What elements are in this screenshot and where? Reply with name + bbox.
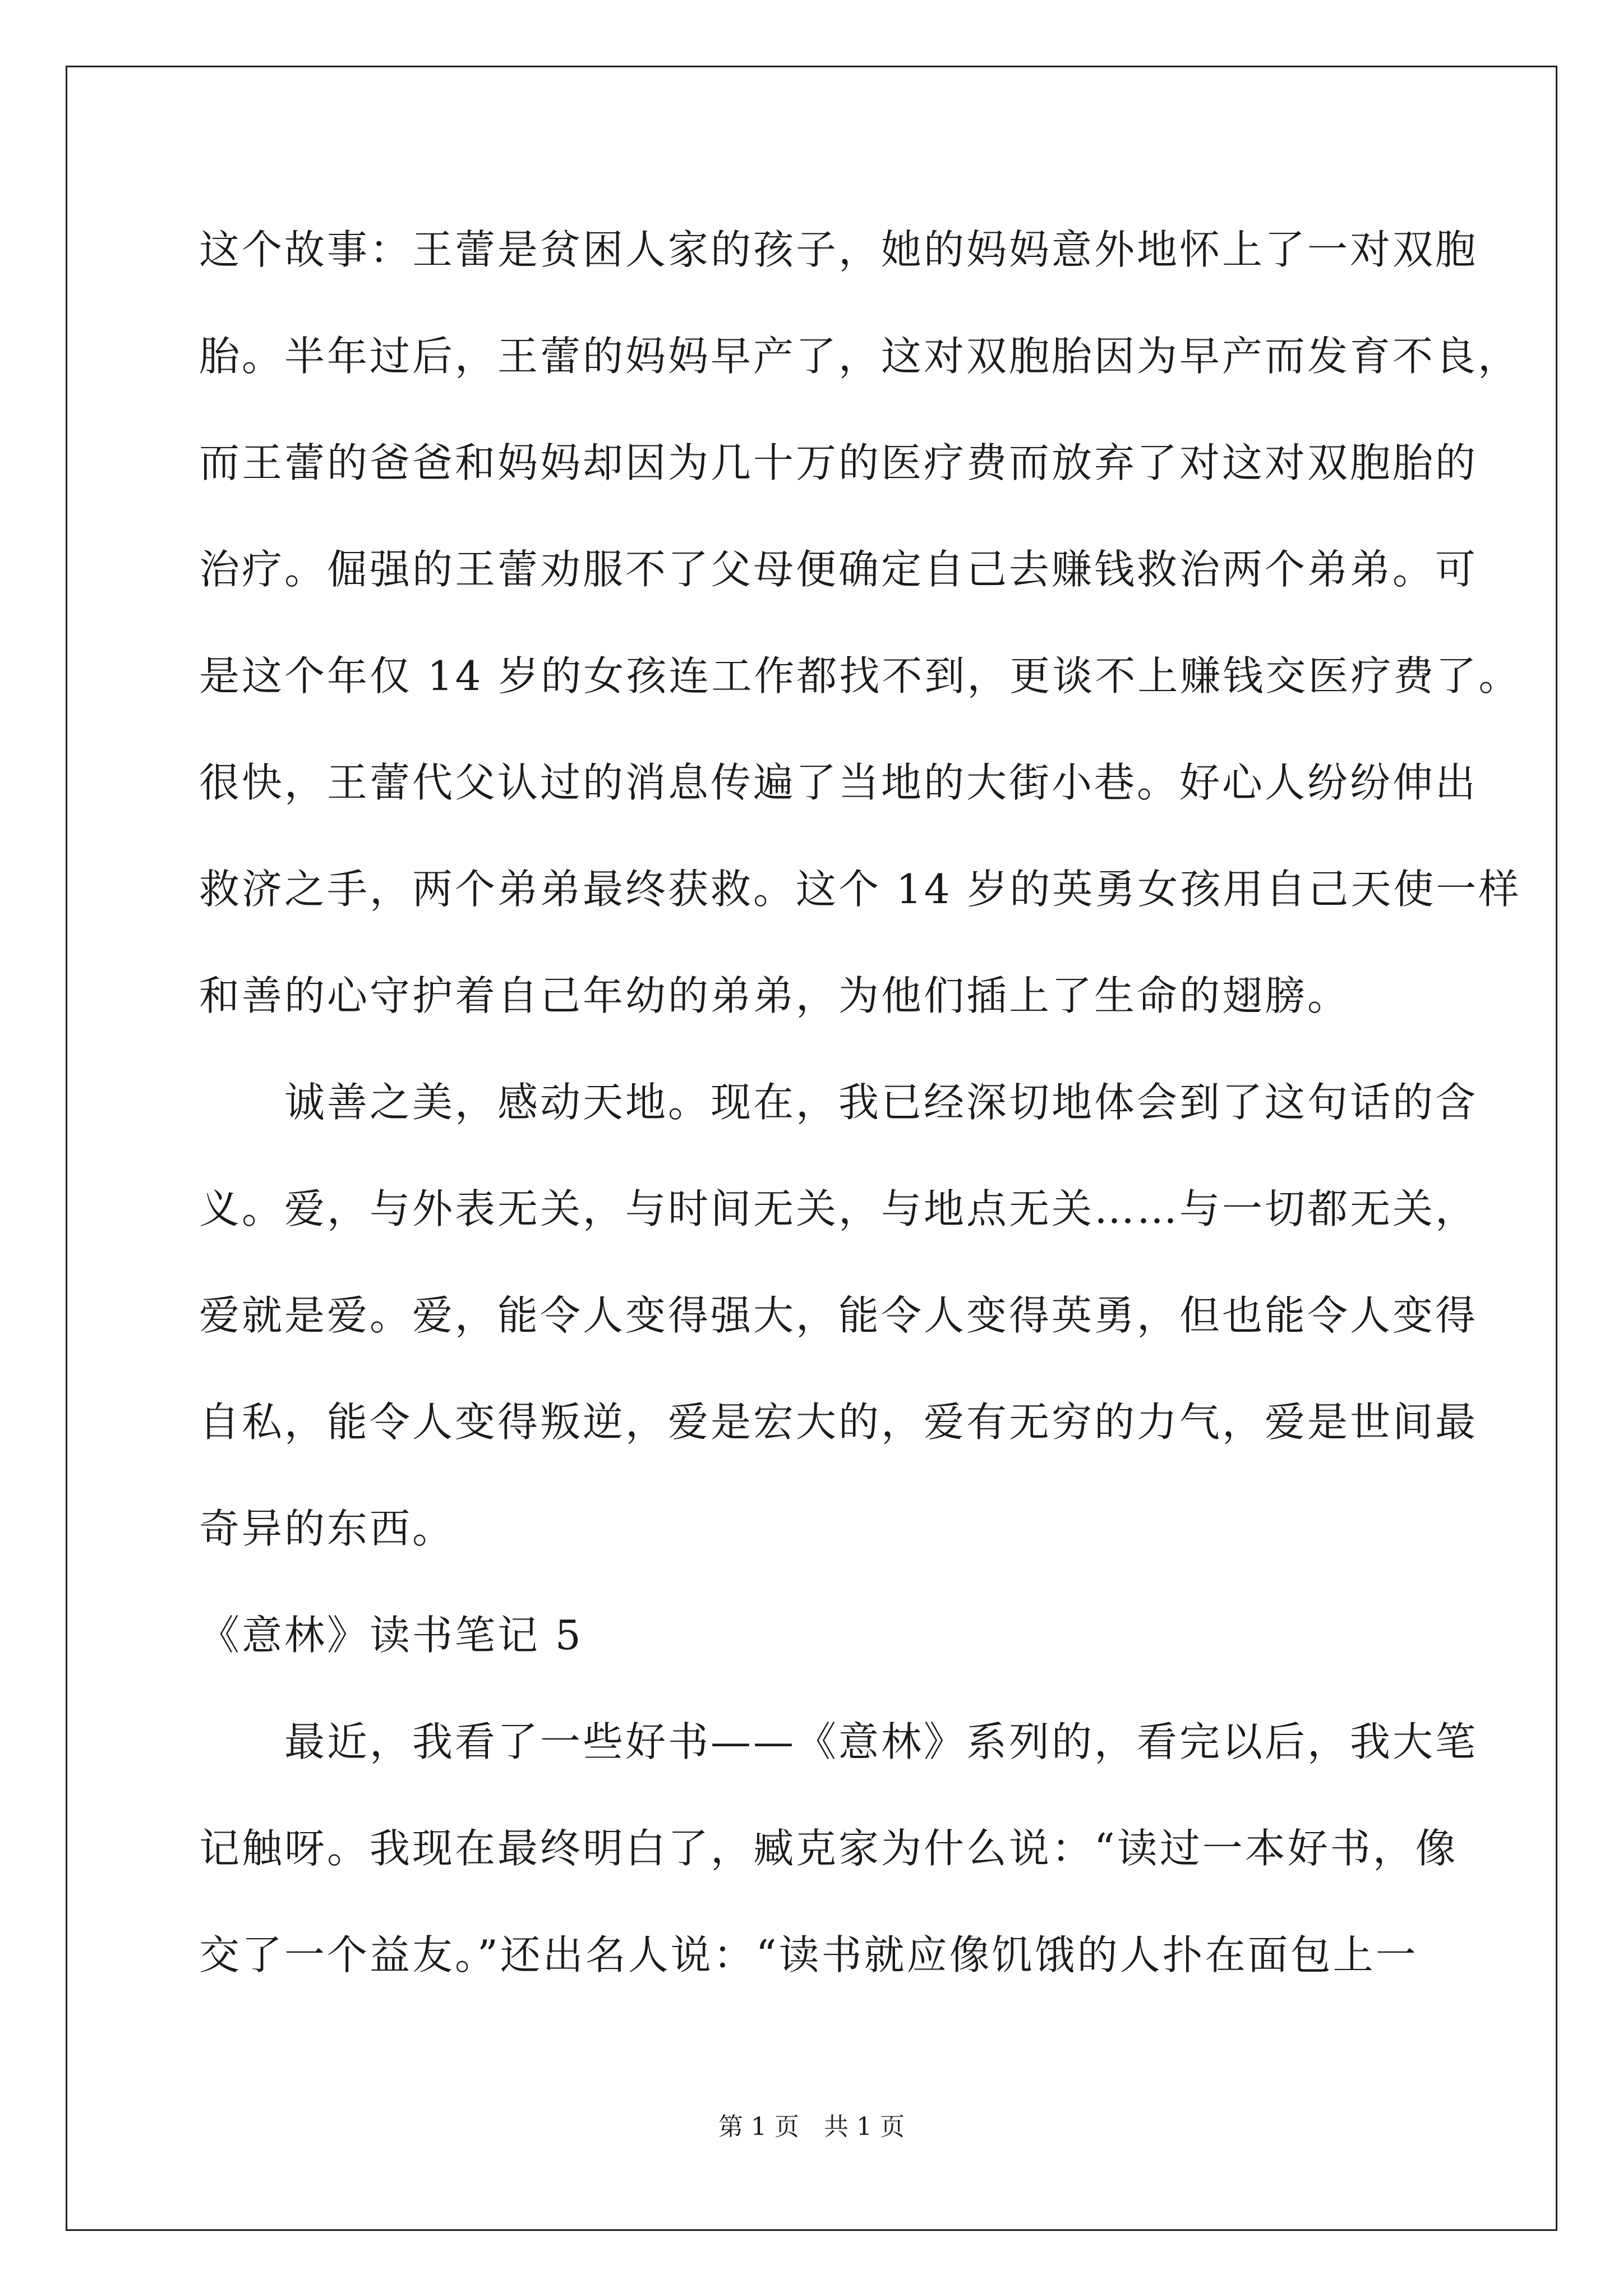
text-line-indented: 最近，我看了一些好书——《意林》系列的，看完以后，我大笔 <box>284 1718 1478 1765</box>
text-line: 而王蕾的爸爸和妈妈却因为几十万的医疗费而放弃了对这对双胞胎的 <box>199 439 1478 486</box>
text-line: 是这个年仅 14 岁的女孩连工作都找不到，更谈不上赚钱交医疗费了。 <box>199 652 1521 700</box>
text-line: 自私，能令人变得叛逆，爱是宏大的，爱有无穷的力气，爱是世间最 <box>199 1398 1478 1446</box>
text-line: 记触呀。我现在最终明白了，臧克家为什么说：“读过一本好书，像 <box>199 1825 1458 1872</box>
text-line: 救济之手，两个弟弟最终获救。这个 14 岁的英勇女孩用自己天使一样 <box>199 866 1521 913</box>
text-line: 胎。半年过后，王蕾的妈妈早产了，这对双胞胎因为早产而发育不良， <box>199 333 1521 380</box>
text-line: 交了一个益友。”还出名人说：“读书就应像饥饿的人扑在面包上一 <box>199 1931 1418 1978</box>
page-number-footer: 第 1 页 共 1 页 <box>718 2113 905 2141</box>
text-line: 很快，王蕾代父认过的消息传遍了当地的大街小巷。好心人纷纷伸出 <box>199 759 1478 806</box>
text-line: 治疗。倔强的王蕾劝服不了父母便确定自己去赚钱救治两个弟弟。可 <box>199 546 1478 593</box>
page-border <box>66 66 1557 2231</box>
text-line: 奇异的东西。 <box>199 1505 455 1552</box>
text-line: 爱就是爱。爱，能令人变得强大，能令人变得英勇，但也能令人变得 <box>199 1292 1478 1339</box>
text-line: 这个故事：王蕾是贫困人家的孩子，她的妈妈意外地怀上了一对双胞 <box>199 226 1478 273</box>
text-line: 和善的心守护着自己年幼的弟弟，为他们插上了生命的翅膀。 <box>199 972 1350 1019</box>
text-line: 义。爱，与外表无关，与时间无关，与地点无关……与一切都无关， <box>199 1185 1478 1232</box>
section-heading: 《意林》读书笔记 5 <box>199 1612 583 1659</box>
text-line-indented: 诚善之美，感动天地。现在，我已经深切地体会到了这句话的含 <box>284 1079 1478 1126</box>
